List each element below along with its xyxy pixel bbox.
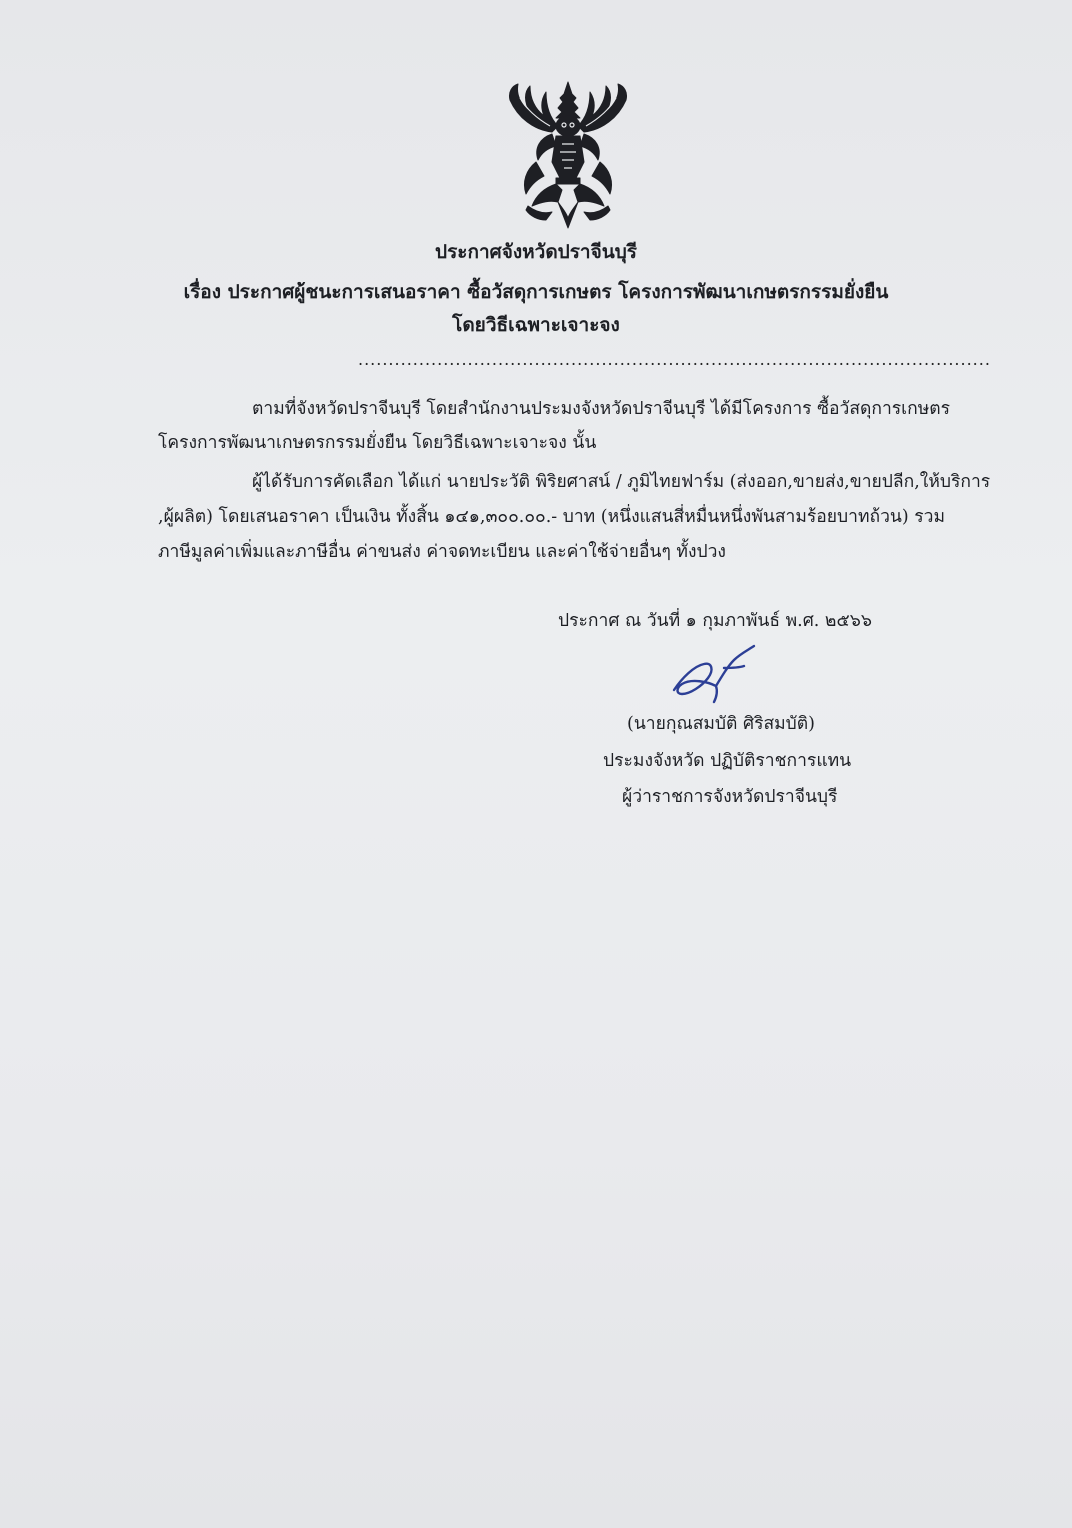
signer-name: (นายกุณสมบัติ ศิริสมบัติ) xyxy=(627,714,815,734)
handwritten-signature xyxy=(668,644,760,704)
garuda-emblem-icon xyxy=(500,78,636,230)
signer-authority: ผู้ว่าราชการจังหวัดปราจีนบุรี xyxy=(622,787,838,807)
paragraph-2-line-3: ภาษีมูลค่าเพิ่มและภาษีอื่น ค่าขนส่ง ค่าจดทะเบียน และค่าใช้จ่ายอื่นๆ ทั้งปวง xyxy=(158,542,726,562)
dotted-divider: ........................................................................................................ xyxy=(358,350,991,369)
paragraph-1-line-1: ตามที่จังหวัดปราจีนบุรี โดยสำนักงานประมงจังหวัดปราจีนบุรี ได้มีโครงการ ซื้อวัสดุการเกษตร xyxy=(252,399,951,419)
signer-position: ประมงจังหวัด ปฏิบัติราชการแทน xyxy=(603,751,852,771)
paragraph-2-line-2: ,ผู้ผลิต) โดยเสนอราคา เป็นเงิน ทั้งสิ้น ๑๔๑,๓๐๐.๐๐.- บาท (หนึ่งแสนสี่หมื่นหนึ่งพันสามร้อยบาทถ้วน) รวม xyxy=(158,507,946,527)
procurement-method: โดยวิธีเฉพาะเจาะจง xyxy=(452,314,620,336)
paragraph-2-line-1: ผู้ได้รับการคัดเลือก ได้แก่ นายประวัติ พิริยศาสน์ / ภูมิไทยฟาร์ม (ส่งออก,ขายส่ง,ขายปลีก,ให้บริการ xyxy=(252,472,991,492)
document-title: ประกาศจังหวัดปราจีนบุรี xyxy=(435,241,637,263)
document-subject: เรื่อง ประกาศผู้ชนะการเสนอราคา ซื้อวัสดุการเกษตร โครงการพัฒนาเกษตรกรรมยั่งยืน xyxy=(183,281,889,303)
announcement-date: ประกาศ ณ วันที่ ๑ กุมภาพันธ์ พ.ศ. ๒๕๖๖ xyxy=(558,611,872,631)
paragraph-1-line-2: โครงการพัฒนาเกษตรกรรมยั่งยืน โดยวิธีเฉพาะเจาะจง นั้น xyxy=(158,433,597,453)
